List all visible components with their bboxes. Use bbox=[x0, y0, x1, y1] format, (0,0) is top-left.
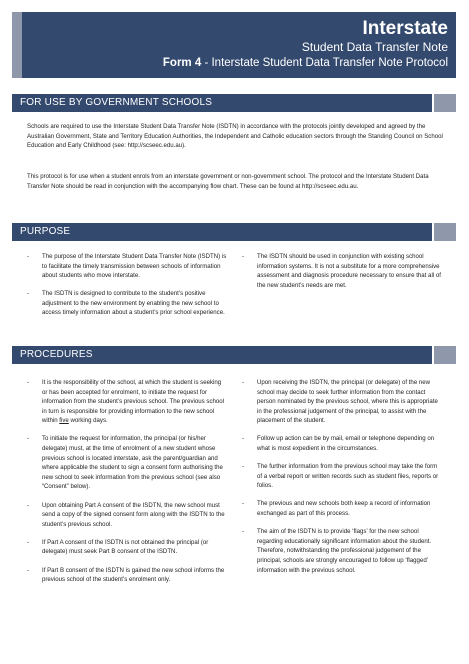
list-item bbox=[242, 499, 442, 518]
procedures-left-column bbox=[27, 378, 227, 593]
header-banner bbox=[22, 12, 456, 78]
list-item-text: Upon receiving the ISDTN, the principal (or delegate) of the new school may decide to seek further information from the contact person nominated by the previous school, where this is appropriate in the professional judgement of the principal, to assist with the placement of the student. bbox=[257, 379, 438, 425]
list-item-text: Follow up action can be by mail, email or telephone depending on what is most expedient in the circumstances. bbox=[257, 435, 435, 453]
section-heading-tail bbox=[434, 94, 456, 112]
section-heading-text: PURPOSE bbox=[12, 223, 432, 241]
list-item bbox=[242, 527, 442, 575]
underlined-word: five bbox=[59, 417, 69, 425]
list-item bbox=[27, 538, 227, 557]
header-form-line bbox=[22, 55, 448, 71]
bullet-dash: - bbox=[242, 500, 245, 508]
bullet-dash: - bbox=[27, 379, 30, 386]
list-item bbox=[242, 462, 442, 491]
section-heading-text: PROCEDURES bbox=[12, 346, 432, 364]
purpose-left-column bbox=[27, 252, 227, 327]
form-number: Form 4 bbox=[162, 57, 202, 69]
form-separator: - bbox=[201, 57, 212, 69]
list-item bbox=[242, 252, 442, 290]
bullet-dash: - bbox=[242, 528, 245, 536]
list-item bbox=[27, 252, 227, 281]
header-title: Interstate bbox=[362, 18, 448, 39]
section-heading-procedures bbox=[12, 346, 456, 364]
list-item-text: Upon obtaining Part A consent of the ISDTN, the new school must send a copy of the signed consent form along with the ISDTN to the student’s previous school. bbox=[42, 501, 225, 528]
list-item bbox=[242, 378, 442, 426]
list-item-text: The further information from the previous school may take the form of a verbal report or written records such as student files, reports or folios. bbox=[257, 463, 439, 490]
document-header bbox=[12, 12, 456, 78]
list-item-text: If Part B consent of the ISDTN is gained the new school informs the previous school of the student’s enrolment only. bbox=[42, 566, 225, 584]
form-title: Interstate Student Data Transfer Note Protocol bbox=[211, 57, 448, 69]
list-item bbox=[27, 378, 227, 426]
section-heading-tail bbox=[434, 346, 456, 364]
header-accent-strip bbox=[12, 12, 22, 78]
list-item-text: It is the responsibility of the school, at which the student is seeking or has been accepted for enrolment, to initiate the request for information from the student’s previous school. The previous school in turn is responsible for providing information to the new school within bbox=[42, 379, 225, 425]
bullet-dash: - bbox=[242, 435, 245, 443]
list-item-text: To initiate the request for information, the principal (or his/her delegate) must, at the time of enrolment of a new student whose previous school is located interstate, ask the parent/guardian and where applicable the student to sign a consent form authorising the new school to seek information from the previous school (see also “Consent” below). bbox=[42, 435, 223, 491]
bullet-dash: - bbox=[242, 379, 245, 386]
list-item-text-end: working days. bbox=[68, 417, 108, 425]
section-heading-tail bbox=[434, 223, 456, 241]
list-item-text: The ISDTN is designed to contribute to the student’s positive adjustment to the new environment by enabling the new school to access timely information about a student’s prior school experience. bbox=[42, 290, 225, 317]
list-item-text: The aim of the ISDTN is to provide ‘flags’ for the new school regarding educationally significant information about the student. Therefore, notwithstanding the professional judgement of the principal, schools are strongly encouraged to follow up ‘flagged’ information with the previous school. bbox=[257, 528, 432, 574]
bullet-dash: - bbox=[27, 566, 30, 574]
section-heading-text: FOR USE BY GOVERNMENT SCHOOLS bbox=[12, 94, 432, 112]
bullet-dash: - bbox=[27, 290, 30, 298]
bullet-dash: - bbox=[27, 538, 30, 546]
section-heading-purpose bbox=[12, 223, 456, 241]
list-item-text: The ISDTN should be used in conjunction with existing school information systems. It is not a substitute for a more comprehensive assessment and diagnosis procedure necessary to ensure that all of the new student’s needs are met. bbox=[257, 253, 441, 289]
list-item bbox=[242, 434, 442, 453]
bullet-dash: - bbox=[242, 253, 245, 260]
list-item bbox=[27, 289, 227, 318]
list-item-text: The purpose of the Interstate Student Data Transfer Note (ISDTN) is to facilitate the timely transmission between schools of information about students who move interstate. bbox=[42, 253, 227, 280]
list-item-text: If Part A consent of the ISDTN is not obtained the principal (or delegate) must seek Part B consent of the ISDTN. bbox=[42, 538, 209, 556]
bullet-dash: - bbox=[27, 253, 30, 260]
government-paragraph-1: Schools are required to use the Interstate Student Data Transfer Note (ISDTN) in accordance with the protocols jointly developed and agreed by the Australian Government, State and Territory Education Authorities, the Independent and Catholic education sectors through the Standing Council on School Education and Early Childhood (see: http://scseec.edu.au). bbox=[27, 123, 443, 150]
header-subtitle: Student Data Transfer Note bbox=[301, 40, 448, 54]
list-item bbox=[27, 566, 227, 585]
section-heading-government bbox=[12, 94, 456, 112]
government-paragraph-2: This protocol is for use when a student enrols from an interstate government or non-government school. The protocol and the Interstate Student Data Transfer Note should be read in conjunction with the accompanying flow chart. These can be found at http://scseec.edu.au. bbox=[27, 173, 429, 190]
purpose-right-column bbox=[242, 252, 442, 299]
bullet-dash: - bbox=[242, 463, 245, 471]
list-item bbox=[27, 434, 227, 492]
list-item bbox=[27, 501, 227, 530]
procedures-right-column bbox=[242, 378, 442, 584]
list-item-text: The previous and new schools both keep a record of information exchanged as part of this process. bbox=[257, 500, 431, 518]
bullet-dash: - bbox=[27, 501, 30, 509]
bullet-dash: - bbox=[27, 435, 30, 443]
